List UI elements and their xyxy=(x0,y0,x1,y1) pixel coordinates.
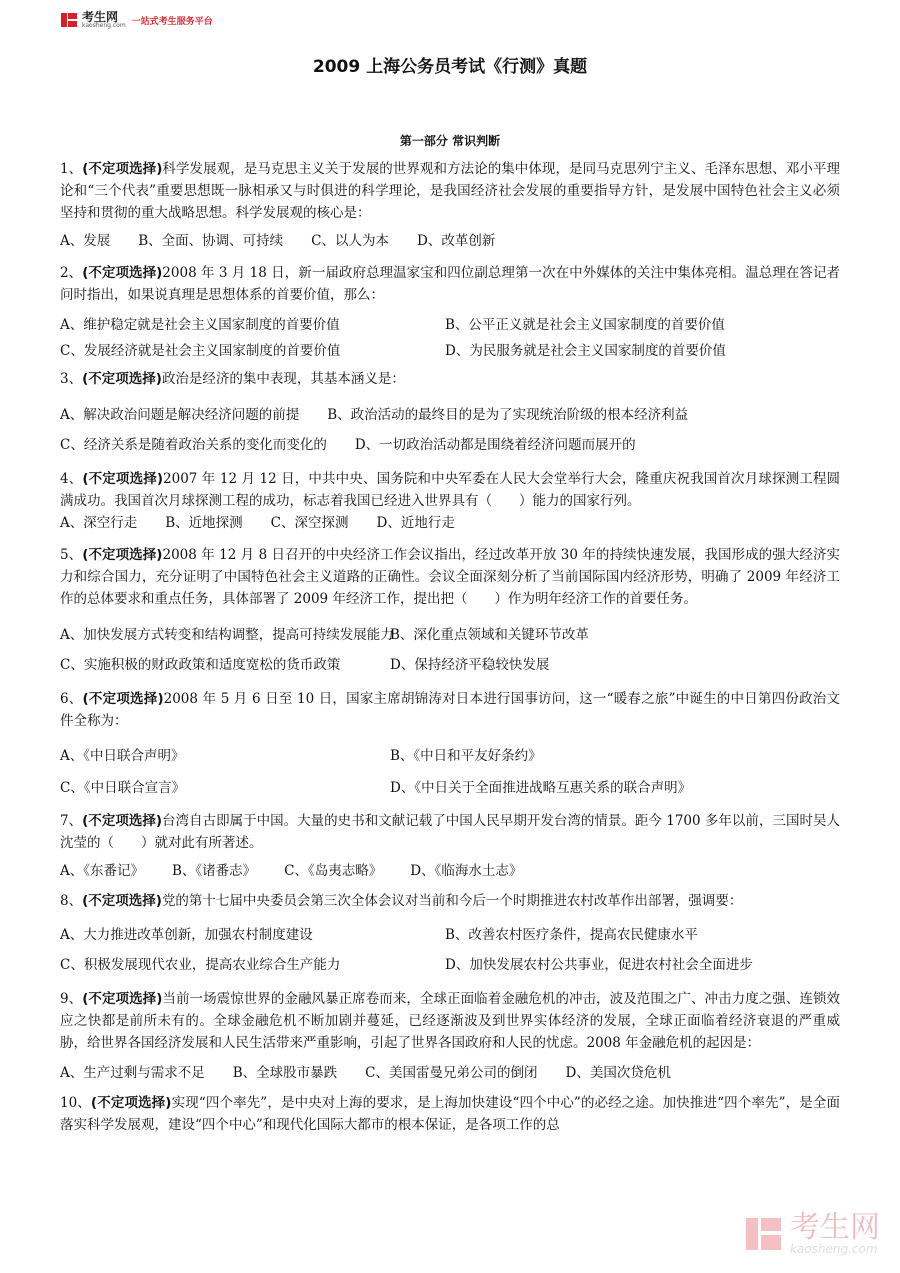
question-type: (不定项选择) xyxy=(82,893,162,909)
watermark xyxy=(744,1210,880,1256)
option-d: D、为民服务就是社会主义国家制度的首要价值 xyxy=(445,343,726,359)
option-c: C、《岛夷志略》 xyxy=(284,863,383,879)
question-number: 3、 xyxy=(60,371,83,387)
options xyxy=(60,1062,840,1084)
question-number: 5、 xyxy=(60,547,83,563)
question-text: 政治是经济的集中表现，其基本涵义是： xyxy=(161,371,405,387)
question-type: (不定项选择) xyxy=(82,265,163,281)
question-text: 实现“四个率先”，是中央对上海的要求，是上海加快建设“四个中心”的必经之途。加快推进“四个率先”，是全面落实科学发展观，建设“四个中心”和现代化国际大都市的根本保证，是各项工作的总 xyxy=(60,1095,840,1133)
option-d: D、一切政治活动都是围绕着经济问题而展开的 xyxy=(354,437,636,453)
question-type: (不定项选择) xyxy=(82,691,164,707)
question-number: 1、 xyxy=(60,161,83,177)
option-c: C、实施积极的财政政策和适度宽松的货币政策 xyxy=(60,657,341,673)
options xyxy=(60,920,840,980)
option-d: D、近地行走 xyxy=(376,515,455,531)
question-7 xyxy=(60,810,840,882)
question-type: (不定项选择) xyxy=(82,813,163,829)
option-c: C、深空探测 xyxy=(270,515,349,531)
question-text: 台湾自古即属于中国。大量的史书和文献记载了中国人民早期开发台湾的情景。距今 1700 多年以前，三国时吴人沈莹的（ ）就对此有所著述。 xyxy=(60,813,840,851)
question-2 xyxy=(60,262,840,364)
question-number: 8、 xyxy=(60,893,83,909)
section-title: 第一部分 常识判断 xyxy=(399,134,501,148)
option-d: D、加快发展农村公共事业，促进农村社会全面进步 xyxy=(445,957,753,973)
logo-name: 考生网 xyxy=(82,10,119,24)
option-c: C、积极发展现代农业，提高农业综合生产能力 xyxy=(60,957,341,973)
question-number: 10、 xyxy=(60,1095,91,1111)
option-a: A、《东番记》 xyxy=(60,863,144,879)
option-b: B、全面、协调、可持续 xyxy=(138,233,284,249)
option-b: B、全球股市暴跌 xyxy=(232,1065,338,1081)
option-d: D、保持经济平稳较快发展 xyxy=(390,657,550,673)
watermark-logo-icon xyxy=(744,1214,784,1254)
question-number: 6、 xyxy=(60,691,83,707)
option-a: A、解决政治问题是解决经济问题的前提 xyxy=(60,407,300,423)
option-d: D、改革创新 xyxy=(417,233,496,249)
question-type: (不定项选择) xyxy=(90,1095,172,1111)
option-a: A、发展 xyxy=(60,233,111,249)
option-b: B、近地探测 xyxy=(165,515,243,531)
question-text: 2007 年 12 月 12 日，中共中央、国务院和中央军委在人民大会堂举行大会，隆重庆祝我国首次月球探测工程圆满成功。我国首次月球探测工程的成功，标志着我国已经进入世界具有（ ）能力的国家行列。 xyxy=(60,471,840,509)
option-b: B、《中日和平友好条约》 xyxy=(390,748,542,764)
question-type: (不定项选择) xyxy=(82,991,163,1007)
question-text: 科学发展观，是马克思主义关于发展的世界观和方法论的集中体现，是同马克思列宁主义、毛泽东思想、邓小平理论和“三个代表”重要思想既一脉相承又与时俱进的科学理论，是我国经济社会发展的重要指导方针，是发展中国特色社会主义必须坚持和贯彻的重大战略思想。科学发展观的核心是： xyxy=(60,161,841,221)
options xyxy=(60,512,840,534)
question-1 xyxy=(60,158,840,252)
question-text: 2008 年 12 月 8 日召开的中央经济工作会议指出，经过改革开放 30 年的持续快速发展，我国形成的强大经济实力和综合国力，充分证明了中国特色社会主义道路的正确性。会议全面深刻分析了当前国际国内经济形势，明确了 2009 年经济工作的总体要求和重点任务，具体部署了 2009 年经济工作，提出把（ ）作为明年经济工作的首要任务。 xyxy=(60,547,841,607)
option-a: A、《中日联合声明》 xyxy=(60,748,185,764)
options xyxy=(60,230,840,252)
watermark-name: 考生网 xyxy=(790,1210,880,1245)
question-type: (不定项选择) xyxy=(82,547,163,563)
question-text: 当前一场震惊世界的金融风暴正席卷而来，全球正面临着金融危机的冲击，波及范围之广、冲击力度之强、连锁效应之快都是前所未有的。全球金融危机不断加剧并蔓延，已经逐渐波及到世界实体经济的发展，全球正面临着经济衰退的严重威胁，给世界各国经济发展和人民生活带来严重影响，引起了世界各国政府和人民的忧虑。2008 年金融危机的起因是： xyxy=(60,991,841,1051)
option-b: B、深化重点领域和关键环节改革 xyxy=(390,627,589,643)
option-d: D、美国次贷危机 xyxy=(565,1065,671,1081)
slogan: 一站式考生服务平台 xyxy=(131,16,213,27)
question-type: (不定项选择) xyxy=(82,161,163,177)
logo-icon xyxy=(60,11,78,29)
question-5 xyxy=(60,544,840,680)
option-b: B、改善农村医疗条件，提高农民健康水平 xyxy=(445,927,698,943)
watermark-domain: kaosheng.com xyxy=(790,1242,878,1256)
question-type: (不定项选择) xyxy=(82,371,162,387)
option-b: B、公平正义就是社会主义国家制度的首要价值 xyxy=(445,317,725,333)
question-3 xyxy=(60,368,840,460)
question-text: 党的第十七届中央委员会第三次全体会议对当前和今后一个时期推进农村改革作出部署，强调要： xyxy=(161,893,743,909)
question-10 xyxy=(60,1092,840,1136)
question-8 xyxy=(60,890,840,980)
site-header xyxy=(60,8,213,32)
question-number: 9、 xyxy=(60,991,83,1007)
option-c: C、《中日联合宣言》 xyxy=(60,780,186,796)
question-number: 7、 xyxy=(60,813,83,829)
option-a: A、加快发展方式转变和结构调整，提高可持续发展能力 xyxy=(60,627,394,643)
option-c: C、以人为本 xyxy=(311,233,390,249)
option-c: C、经济关系是随着政治关系的变化而变化的 xyxy=(60,437,327,453)
options xyxy=(60,620,840,680)
option-a: A、维护稳定就是社会主义国家制度的首要价值 xyxy=(60,317,340,333)
page-title: 2009 上海公务员考试《行测》真题 xyxy=(312,57,588,77)
options xyxy=(60,860,840,882)
options xyxy=(60,740,840,804)
question-4 xyxy=(60,468,840,534)
question-text: 2008 年 5 月 6 日至 10 日，国家主席胡锦涛对日本进行国事访问，这一“暖春之旅”中诞生的中日第四份政治文件全称为： xyxy=(60,691,840,729)
option-c: C、发展经济就是社会主义国家制度的首要价值 xyxy=(60,343,341,359)
question-number: 4、 xyxy=(60,471,83,487)
option-a: A、深空行走 xyxy=(60,515,138,531)
option-a: A、大力推进改革创新，加强农村制度建设 xyxy=(60,927,313,943)
option-d: D、《中日关于全面推进战略互惠关系的联合声明》 xyxy=(390,780,692,796)
question-9 xyxy=(60,988,840,1084)
question-list xyxy=(60,158,840,1136)
options xyxy=(60,312,840,364)
option-d: D、《临海水土志》 xyxy=(410,863,523,879)
option-a: A、生产过剩与需求不足 xyxy=(60,1065,205,1081)
option-c: C、美国雷曼兄弟公司的倒闭 xyxy=(365,1065,538,1081)
option-b: B、政治活动的最终目的是为了实现统治阶级的根本经济利益 xyxy=(327,407,689,423)
logo-domain: kaosheng.com xyxy=(82,22,126,29)
question-text: 2008 年 3 月 18 日，新一届政府总理温家宝和四位副总理第一次在中外媒体的关注中集体亮相。温总理在答记者问时指出，如果说真理是思想体系的首要价值，那么： xyxy=(60,265,840,303)
question-number: 2、 xyxy=(60,265,83,281)
question-type: (不定项选择) xyxy=(82,471,164,487)
logo xyxy=(82,11,126,29)
option-b: B、《诸番志》 xyxy=(172,863,257,879)
options xyxy=(60,400,840,460)
question-6 xyxy=(60,688,840,804)
